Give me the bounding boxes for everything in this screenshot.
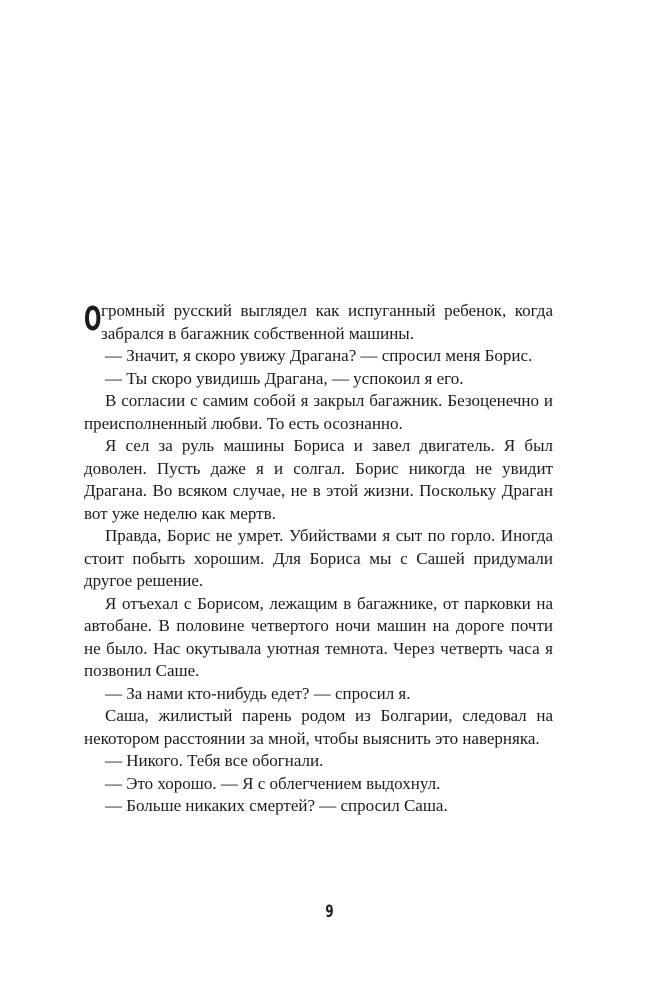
paragraph-11: — Это хорошо. — Я с облегчением выдохнул. — [105, 773, 441, 793]
paragraph-3: — Ты скоро увидишь Драгана, — успокоил я его. — [105, 368, 464, 388]
paragraph-1-text: громный русский выглядел как испуганный ребенок, когда забрался в багажник собственной машины. — [101, 301, 553, 343]
drop-cap: О — [84, 299, 102, 338]
paragraph-7: Я отъехал с Борисом, лежащим в багажнике, от парковки на автобане. В половине четвертого ночи машин на дороге почти не было. Нас окутывала уютная темнота. Через четверть часа я позвонил Саше. — [84, 593, 553, 680]
paragraph-8: — За нами кто-нибудь едет? — спросил я. — [105, 683, 411, 703]
paragraph-9: Саша, жилистый парень родом из Болгарии, следовал на некотором расстоянии за мной, чтобы выяснить это наверняка. — [84, 706, 553, 748]
paragraph-10: — Никого. Тебя все обогнали. — [105, 751, 324, 770]
page-number: 9 — [325, 902, 334, 922]
paragraph-12: — Больше никаких смертей? — спросил Саша. — [105, 796, 448, 815]
paragraph-6: Правда, Борис не умрет. Убийствами я сыт по горло. Иногда стоит побыть хорошим. Для Бориса мы с Сашей придумали другое решение. — [84, 526, 553, 590]
body-text — [84, 300, 553, 818]
paragraph-5: Я сел за руль машины Бориса и завел двигатель. Я был доволен. Пусть даже я и солгал. Борис никогда не увидит Драгана. Во всяком случае, не в этой жизни. Поскольку Драган вот уже неделю как мертв. — [84, 436, 553, 523]
paragraph-4: В согласии с самим собой я закрыл багажник. Безоценечно и преисполненный любви. То есть осознанно. — [84, 391, 553, 433]
paragraph-2: — Значит, я скоро увижу Драгана? — спросил меня Борис. — [105, 346, 533, 365]
paragraph-1 — [84, 300, 553, 345]
